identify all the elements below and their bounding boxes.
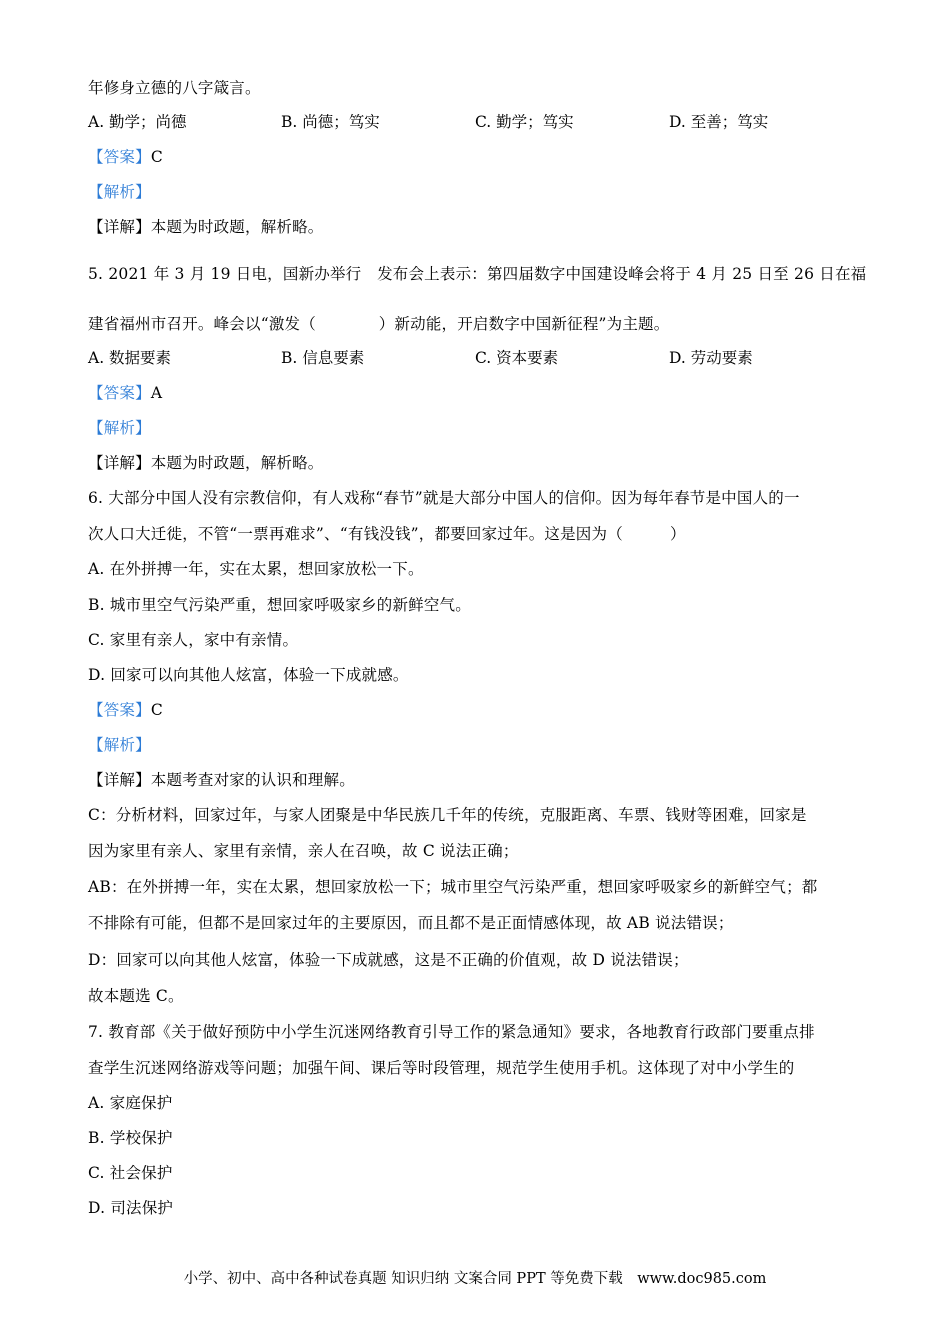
option-a: A. 在外拼搏一年，实在太累，想回家放松一下。 xyxy=(88,560,424,578)
answer-tag: 【答案】 xyxy=(88,148,151,166)
option-d: D. 司法保护 xyxy=(88,1199,174,1217)
page-footer: 小学、初中、高中各种试卷真题 知识归纳 文案合同 PPT 等免费下载 www.doc985.com xyxy=(183,1271,767,1287)
answer-value: C xyxy=(150,148,163,166)
question-6-stem-line-2: 次人口大迁徙，不管“一票再难求”、“有钱没钱”，都要回家过年。这是因为（ ） xyxy=(88,525,686,543)
analysis-tag: 【解析】 xyxy=(88,736,151,754)
option-d: D. 至善；笃实 xyxy=(669,113,769,131)
option-c: C. 勤学；笃实 xyxy=(475,113,574,131)
explanation-line: 不排除有可能，但都不是回家过年的主要原因，而且都不是正面情感体现，故 AB 说法错误； xyxy=(88,914,734,932)
option-a: A. 勤学；尚德 xyxy=(88,113,187,131)
option-d: D. 回家可以向其他人炫富，体验一下成就感。 xyxy=(88,666,409,684)
explanation-line: 因为家里有亲人、家里有亲情，亲人在召唤，故 C 说法正确； xyxy=(88,842,519,860)
detail-line: 【详解】本题为时政题，解析略。 xyxy=(88,454,324,472)
question-7-stem-line-2: 查学生沉迷网络游戏等问题；加强午间、课后等时段管理，规范学生使用手机。这体现了对中小学生的 xyxy=(88,1059,795,1077)
answer-line xyxy=(88,382,162,404)
question-5-options xyxy=(88,347,868,369)
option-a: A. 数据要素 xyxy=(88,349,172,367)
question-7-stem-line-1: 7. 教育部《关于做好预防中小学生沉迷网络教育引导工作的紧急通知》要求，各地教育行政部门要重点排 xyxy=(88,1023,815,1041)
explanation-line: D：回家可以向其他人炫富，体验一下成就感，这是不正确的价值观，故 D 说法错误； xyxy=(88,951,689,969)
question-6-stem-line-1: 6. 大部分中国人没有宗教信仰，有人戏称“春节”就是大部分中国人的信仰。因为每年春节是中国人的一 xyxy=(88,489,800,507)
answer-line xyxy=(88,699,163,721)
option-b: B. 信息要素 xyxy=(281,349,365,367)
option-b: B. 尚德；笃实 xyxy=(281,113,380,131)
answer-line xyxy=(88,146,163,168)
option-c: C. 家里有亲人，家中有亲情。 xyxy=(88,631,299,649)
option-a: A. 家庭保护 xyxy=(88,1094,173,1112)
question-5-stem-line-1: 5. 2021 年 3 月 19 日电，国新办举行 发布会上表示：第四届数字中国建设峰会将于 4 月 25 日至 26 日在福 xyxy=(88,265,867,283)
option-c: C. 资本要素 xyxy=(475,349,559,367)
option-b: B. 学校保护 xyxy=(88,1129,173,1147)
question-5-stem-line-2: 建省福州市召开。峰会以“激发（ ）新动能，开启数字中国新征程”为主题。 xyxy=(88,315,670,333)
answer-value: C xyxy=(150,701,163,719)
analysis-tag: 【解析】 xyxy=(88,419,151,437)
explanation-line: AB：在外拼搏一年，实在太累，想回家放松一下；城市里空气污染严重，想回家呼吸家乡的新鲜空气；都 xyxy=(88,878,818,896)
answer-tag: 【答案】 xyxy=(88,701,151,719)
option-d: D. 劳动要素 xyxy=(669,349,753,367)
question-4-stem-tail: 年修身立德的八字箴言。 xyxy=(88,79,261,97)
analysis-tag: 【解析】 xyxy=(88,183,151,201)
answer-value: A xyxy=(150,384,163,402)
option-c: C. 社会保护 xyxy=(88,1164,173,1182)
explanation-line: 故本题选 C。 xyxy=(88,987,184,1005)
question-4-options xyxy=(88,111,868,133)
answer-tag: 【答案】 xyxy=(88,384,151,402)
explanation-line: C：分析材料，回家过年，与家人团聚是中华民族几千年的传统，克服距离、车票、钱财等困难，回家是 xyxy=(88,806,807,824)
option-b: B. 城市里空气污染严重，想回家呼吸家乡的新鲜空气。 xyxy=(88,596,471,614)
detail-line: 【详解】本题考查对家的认识和理解。 xyxy=(88,771,355,789)
detail-line: 【详解】本题为时政题，解析略。 xyxy=(88,218,324,236)
